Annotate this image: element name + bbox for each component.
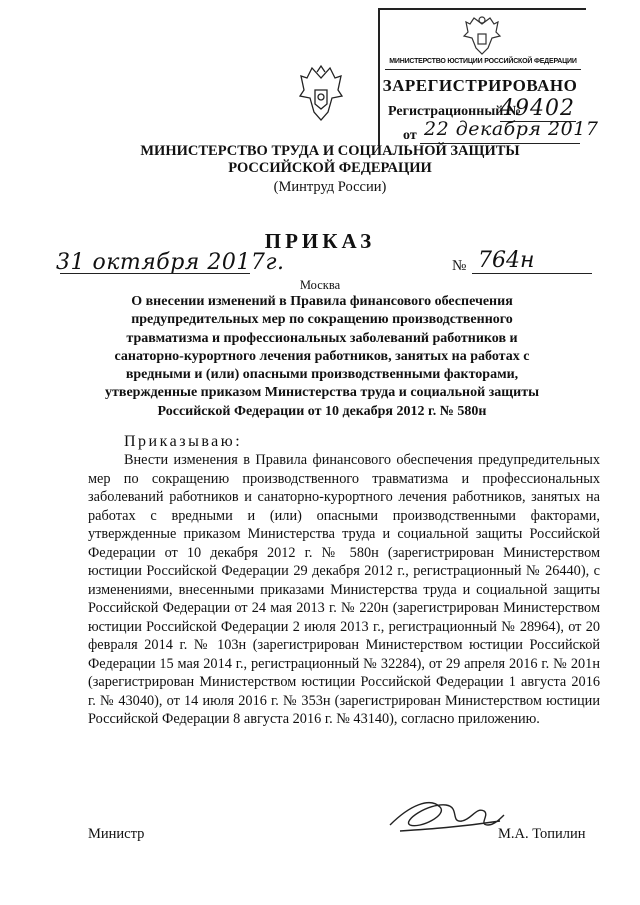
ministry-name-line1: МИНИСТЕРСТВО ТРУДА И СОЦИАЛЬНОЙ ЗАЩИТЫ xyxy=(140,143,520,159)
ministry-name xyxy=(140,143,520,177)
body-paragraph: Внести изменения в Правила финансового обеспечения предупредительных мер по сокращению производственного травматизма и профессиональных заболеваний работников и санаторно-курортного лечения работников, занятых на работах с вредными и (или) опасными производственными факторами, утвержденные приказом Министерства труда и социальной защиты Российской Федерации от 10 декабря 2012 г. № 580н (зарегистрирован Министерством юстиции Российской Федерации 29 декабря 2012 г., регистрационный № 26440), с изменениями, внесенными приказами Министерства труда и социальной защиты Российской Федерации от 24 мая 2013 г. № 220н (зарегистрирован Министерством юстиции Российской Федерации 2 июля 2013 г., регистрационный № 28964), от 20 февраля 2014 г. № 103н (зарегистрирован Министерством юстиции Российской Федерации 15 мая 2014 г., регистрационный № 32284), от 29 апреля 2016 г. № 201н (зарегистрирован Министерством юстиции Российской Федерации 1 августа 2016 г. № 43040), от 14 июля 2016 г. № 353н (зарегистрирован Министерством юстиции Российской Федерации 8 августа 2016 г. № 43140), согласно приложению. xyxy=(88,452,600,727)
stamp-date-prefix: от xyxy=(403,128,417,143)
stamp-divider xyxy=(385,69,581,70)
stamp-emblem-icon xyxy=(456,14,508,60)
document-number: 764н xyxy=(478,248,535,273)
order-word: Приказываю: xyxy=(124,433,243,450)
stamp-date: 22 декабря 2017 xyxy=(424,118,599,140)
coat-of-arms-icon xyxy=(298,64,344,126)
document-date-line xyxy=(60,273,250,274)
stamp-registration-number: 49402 xyxy=(500,96,575,121)
document-city: Москва xyxy=(299,278,341,292)
document-date: 31 октября 2017г. xyxy=(56,250,285,275)
document-number-line xyxy=(472,273,592,274)
stamp-ministry: МИНИСТЕРСТВО ЮСТИЦИИ РОССИЙСКОЙ ФЕДЕРАЦИИ xyxy=(389,58,577,65)
stamp-status: ЗАРЕГИСТРИРОВАНО xyxy=(382,76,578,95)
signer-name: М.А. Топилин xyxy=(498,826,586,842)
stamp-registration-label: Регистрационный № xyxy=(388,104,521,119)
signature-image xyxy=(380,785,510,845)
document-number-label: № xyxy=(452,258,467,274)
document-title: О внесении изменений в Правила финансового обеспечения предупредительных мер по сокращению производственного травматизма и профессиональных заболеваний работников и санаторно-курортного лечения работников, занятых на работах с вредными и (или) опасными производственными факторами, утвержденные приказом Министерства труда и социальной защиты Российской Федерации от 10 декабря 2012 г. № 580н xyxy=(105,294,539,419)
signer-title: Министр xyxy=(88,826,145,842)
document-type: ПРИКАЗ xyxy=(264,229,376,253)
ministry-name-line2: РОССИЙСКОЙ ФЕДЕРАЦИИ xyxy=(228,160,432,176)
ministry-short-name: (Минтруд России) xyxy=(273,179,387,195)
